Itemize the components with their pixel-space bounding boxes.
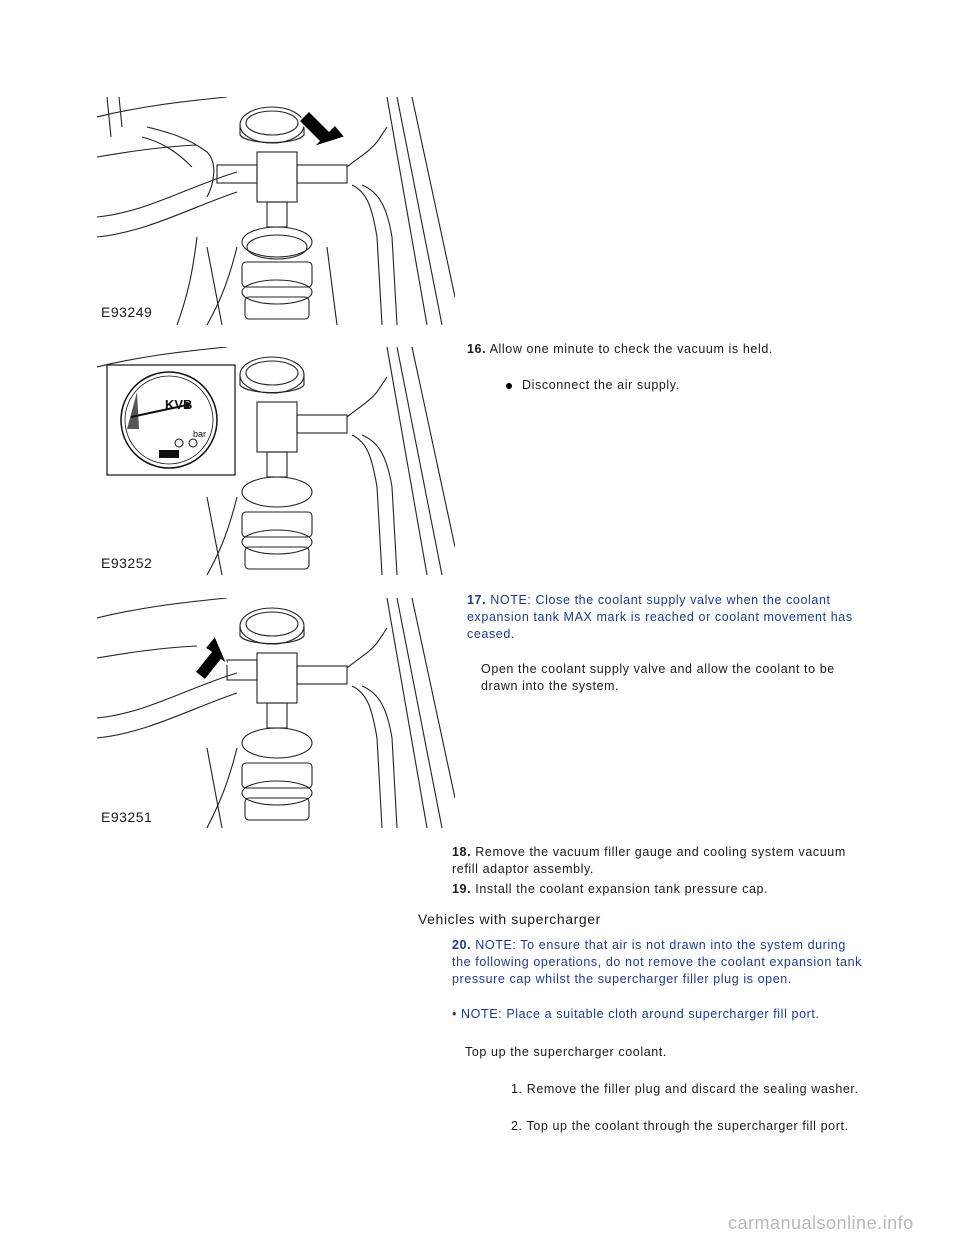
step-number: 16.	[467, 342, 487, 356]
step-number: 18.	[452, 845, 472, 859]
coolant-valve-illustration	[97, 598, 455, 828]
gauge-unit: bar	[193, 429, 207, 439]
arrow-icon	[299, 111, 345, 147]
bullet-icon	[506, 383, 512, 389]
step-17-note	[467, 592, 877, 643]
bullet-text: Disconnect the air supply.	[522, 378, 680, 392]
step-16	[467, 341, 887, 358]
step-20-note	[452, 937, 862, 988]
figure-label: E93252	[101, 555, 153, 571]
figure-e93251	[97, 598, 455, 828]
figure-e93249	[97, 97, 455, 325]
figure-e93252	[97, 347, 455, 575]
step-20-subnote: • NOTE: Place a suitable cloth around supercharger fill port.	[452, 1007, 820, 1021]
figure-label: E93251	[101, 809, 153, 825]
step-note: NOTE: To ensure that air is not drawn into the system during the following operations, do not remove the coolant expansion tank pressure cap whilst the supercharger filler plug is open.	[452, 938, 862, 986]
step-number: 19.	[452, 882, 472, 896]
step-text: Remove the vacuum filler gauge and cooling system vacuum refill adaptor assembly.	[452, 845, 846, 876]
step-17-text: Open the coolant supply valve and allow the coolant to be drawn into the system.	[481, 662, 835, 693]
section-heading: Vehicles with supercharger	[418, 911, 601, 927]
step-19	[452, 881, 872, 898]
watermark: carmanualsonline.info	[728, 1213, 914, 1233]
gauge-brand: KVB	[165, 397, 193, 412]
step-20-text: Top up the supercharger coolant.	[465, 1045, 667, 1059]
step-text: Allow one minute to check the vacuum is held.	[489, 342, 773, 356]
arrow-icon	[195, 636, 227, 680]
vacuum-filler-illustration	[97, 97, 455, 325]
vacuum-gauge-illustration	[97, 347, 455, 575]
step-18	[452, 844, 872, 878]
step-number: 20.	[452, 938, 472, 952]
substep-1: 1. Remove the filler plug and discard the sealing washer.	[511, 1082, 859, 1096]
step-text: Install the coolant expansion tank pressure cap.	[475, 882, 769, 896]
figure-label: E93249	[101, 304, 153, 320]
step-number: 17.	[467, 593, 487, 607]
step-16-bullet	[506, 377, 886, 394]
step-note: NOTE: Close the coolant supply valve when the coolant expansion tank MAX mark is reached or coolant movement has ceased.	[467, 593, 853, 641]
substep-2: 2. Top up the coolant through the supercharger fill port.	[511, 1119, 849, 1133]
